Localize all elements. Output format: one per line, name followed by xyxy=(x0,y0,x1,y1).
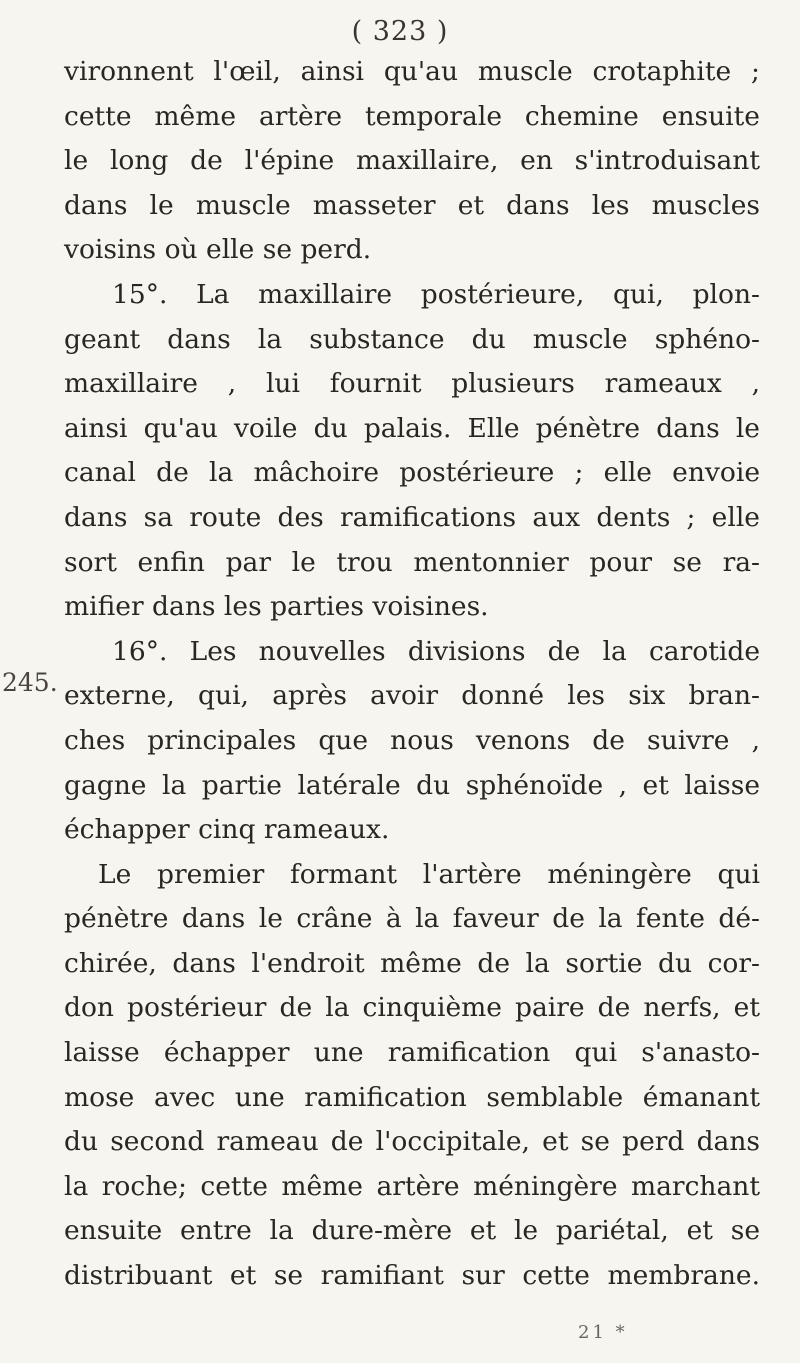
text-line: maxillaire , lui fournit plusieurs rameaux , xyxy=(64,368,760,400)
text-line: dans le muscle masseter et dans les muscles xyxy=(64,189,760,221)
text-line: la roche; cette même artère méningère marchant xyxy=(64,1170,760,1202)
text-line: sort enfin par le trou mentonnier pour se ra- xyxy=(64,546,760,578)
margin-note: 245. xyxy=(2,668,58,697)
text-line: 16°. Les nouvelles divisions de la carotide xyxy=(112,635,760,667)
text-line: mose avec une ramification semblable émanant xyxy=(64,1081,760,1113)
text-line: échapper cinq rameaux. xyxy=(64,814,390,846)
text-line: don postérieur de la cinquième paire de nerfs, et xyxy=(64,992,760,1024)
page-number: ( 323 ) xyxy=(351,16,449,47)
text-line: cette même artère temporale chemine ensuite xyxy=(64,100,760,132)
text-line: 15°. La maxillaire postérieure, qui, plon- xyxy=(112,278,760,310)
text-line: ensuite entre la dure-mère et le pariétal, et se xyxy=(64,1215,760,1247)
text-line: chirée, dans l'endroit même de la sortie du cor- xyxy=(64,947,760,979)
text-line: pénètre dans le crâne à la faveur de la fente dé- xyxy=(64,903,760,935)
text-line: ches principales que nous venons de suivre , xyxy=(64,724,760,756)
text-line: mifier dans les parties voisines. xyxy=(64,591,489,623)
text-line: du second rameau de l'occipitale, et se perd dans xyxy=(64,1126,760,1158)
body-text xyxy=(64,50,760,1299)
signature-mark: 21 * xyxy=(578,1322,628,1343)
text-line: dans sa route des ramifications aux dents ; elle xyxy=(64,501,760,533)
text-line: vironnent l'œil, ainsi qu'au muscle crotaphite ; xyxy=(64,56,760,87)
text-line: laisse échapper une ramification qui s'anasto- xyxy=(64,1037,760,1069)
text-line: distribuant et se ramifiant sur cette membrane. xyxy=(64,1260,760,1292)
text-line: Le premier formant l'artère méningère qui xyxy=(98,858,760,890)
text-line: externe, qui, après avoir donné les six bran- xyxy=(64,680,760,712)
text-line: geant dans la substance du muscle sphéno- xyxy=(64,323,760,355)
text-line: canal de la mâchoire postérieure ; elle envoie xyxy=(64,457,760,489)
text-line: voisins où elle se perd. xyxy=(64,234,372,266)
text-line: ainsi qu'au voile du palais. Elle pénètre dans le xyxy=(64,412,760,444)
text-line: gagne la partie latérale du sphénoïde , et laisse xyxy=(64,769,760,801)
text-line: le long de l'épine maxillaire, en s'introduisant xyxy=(64,145,760,177)
